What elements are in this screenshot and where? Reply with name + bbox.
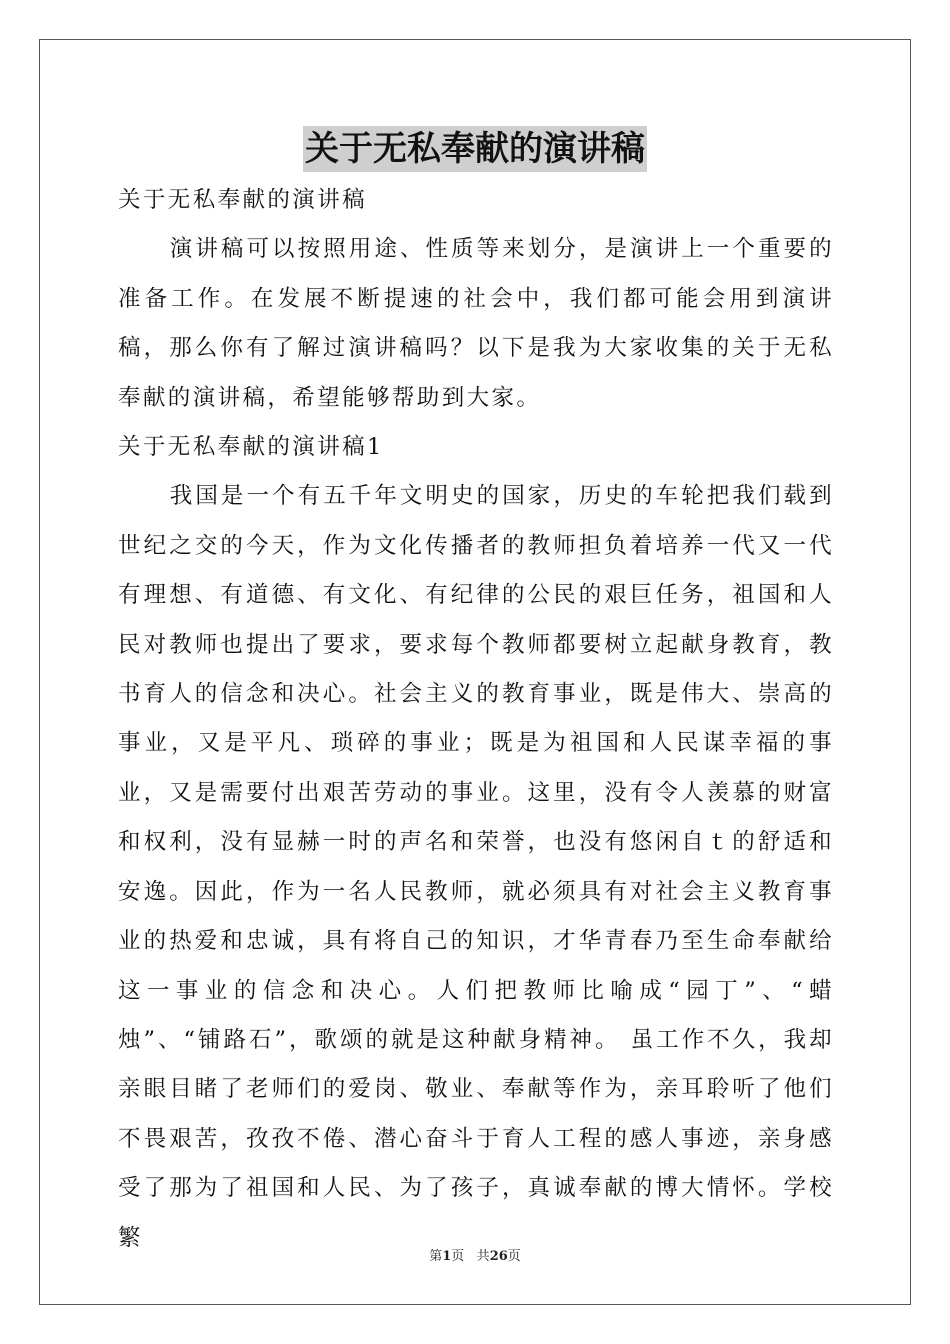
page-footer <box>0 1245 950 1264</box>
document-body <box>118 176 834 1263</box>
total-suffix: 页 <box>507 1249 521 1264</box>
subtitle-paragraph: 关于无私奉献的演讲稿 <box>118 187 368 213</box>
intro-paragraph: 演讲稿可以按照用途、性质等来划分，是演讲上一个重要的准备工作。在发展不断提速的社会中，我们都可能会用到演讲稿，那么你有了解过演讲稿吗？以下是我为大家收集的关于无私奉献的演讲稿，希望能够帮助到大家。 <box>118 236 834 411</box>
title-container <box>0 126 950 172</box>
page-prefix: 第 <box>429 1249 443 1264</box>
document-title: 关于无私奉献的演讲稿 <box>303 126 647 172</box>
page-number: 1 <box>442 1249 452 1264</box>
body-paragraph: 我国是一个有五千年文明史的国家，历史的车轮把我们载到世纪之交的今天，作为文化传播者的教师担负着培养一代又一代有理想、有道德、有文化、有纪律的公民的艰巨任务，祖国和人民对教师也提出了要求，要求每个教师都要树立起献身教育，教书育人的信念和决心。社会主义的教育事业，既是伟大、崇高的事业，又是平凡、琐碎的事业；既是为祖国和人民谋幸福的事业，又是需要付出艰苦劳动的事业。这里，没有令人羡慕的财富和权利，没有显赫一时的声名和荣誉，也没有悠闲自ｔ的舒适和安逸。因此，作为一名人民教师，就必须具有对社会主义教育事业的热爱和忠诚，具有将自己的知识，才华青春乃至生命奉献给这一事业的信念和决心。人们把教师比喻成“园丁”、“蜡烛”、“铺路石”，歌颂的就是这种献身精神。 虽工作不久，我却亲眼目睹了老师们的爱岗、敬业、奉献等作为，亲耳聆听了他们不畏艰苦，孜孜不倦、潜心奋斗于育人工程的感人事迹，亲身感受了那为了祖国和人民、为了孩子，真诚奉献的博大情怀。学校繁 <box>118 483 834 1251</box>
total-pages: 26 <box>489 1249 508 1264</box>
page-suffix: 页 <box>451 1249 465 1264</box>
section-heading: 关于无私奉献的演讲稿1 <box>118 434 384 461</box>
total-prefix: 共 <box>476 1249 490 1264</box>
